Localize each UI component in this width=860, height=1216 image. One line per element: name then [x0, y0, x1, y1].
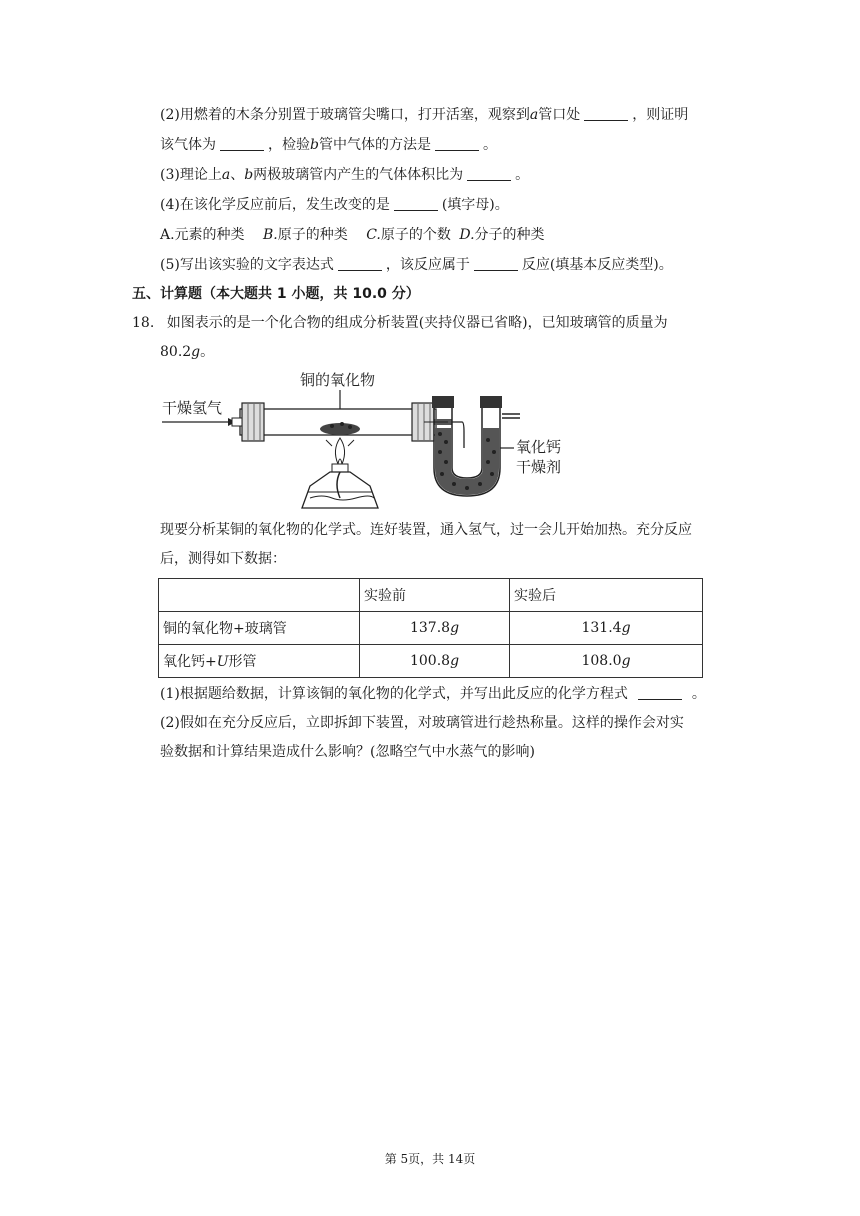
cell-after: [510, 612, 703, 645]
lamp-cap: [332, 464, 348, 472]
glass-tube-mass: 80.2: [160, 344, 192, 360]
q2-text: (2)用燃着的木条分别置于玻璃管尖嘴口，打开活塞，观察到: [160, 107, 530, 123]
answer-blank[interactable]: [394, 196, 438, 211]
q18-sub1-text: (1)根据题给数据，计算该铜的氧化物的化学式，并写出此反应的化学方程式: [160, 686, 628, 702]
option-c-letter: C.: [366, 227, 381, 243]
option-c: [366, 227, 451, 243]
label-dry-hydrogen: 干燥氢气: [162, 399, 223, 417]
value-after: 108.0: [581, 653, 622, 669]
u-tube-right-stopper: [480, 396, 502, 408]
cell-before: [360, 645, 510, 678]
var-a: a: [221, 167, 231, 183]
copper-oxide-powder: [320, 423, 360, 435]
answer-blank[interactable]: [467, 166, 511, 181]
q18-sub1-end: 。: [691, 686, 706, 702]
label-copper-oxide: 铜的氧化物: [300, 371, 376, 389]
unit-g: g: [191, 344, 201, 360]
unit: g: [450, 653, 460, 669]
q2-line-1: [160, 105, 688, 125]
q2b-text-mid2: 管中气体的方法是: [318, 137, 431, 153]
inlet-tube: [232, 418, 242, 426]
option-b-text: 原子的种类: [277, 227, 348, 243]
q18-sub-2-line-1: (2)假如在充分反应后，立即拆卸下装置，对玻璃管进行趁热称量。这样的操作会对实: [160, 715, 684, 731]
q18-paragraph-2: 后，测得如下数据：: [160, 551, 286, 567]
unit: g: [621, 620, 631, 636]
unit: g: [450, 620, 460, 636]
option-d-letter: D.: [459, 227, 475, 243]
table-row: [159, 612, 703, 645]
cell-before: [360, 612, 510, 645]
table-header-row: [159, 579, 703, 612]
q18-sub-1: [160, 684, 706, 704]
q18-line-2: [160, 342, 214, 362]
apparatus-figure: [162, 368, 582, 518]
answer-blank[interactable]: [584, 106, 628, 121]
u-tube-left-stopper: [432, 396, 454, 408]
q2b-text-post: 。: [482, 137, 497, 153]
page-footer: 第 5页，共 14页: [384, 1152, 476, 1166]
q2-text-mid: 管口处: [538, 107, 581, 123]
answer-blank[interactable]: [220, 136, 264, 151]
var-b: b: [310, 137, 319, 153]
q2-text-post: ，则证明: [632, 107, 689, 123]
q4-options: [160, 225, 545, 245]
option-d: [459, 227, 544, 243]
q18-paragraph-1: 现要分析某铜的氧化物的化学式。连好装置，通入氢气，过一会儿开始加热。充分反应: [160, 522, 692, 538]
row-label-post: 形管: [228, 654, 257, 670]
q18-line-1: [132, 313, 668, 333]
table-row: [159, 645, 703, 678]
period: 。: [200, 344, 215, 360]
q4-line: [160, 195, 509, 215]
q18-sub-2-line-2: 验数据和计算结果造成什么影响？(忽略空气中水蒸气的影响): [160, 744, 535, 760]
q3-text-mid: 两极玻璃管内产生的气体体积比为: [253, 167, 464, 183]
var-b: b: [244, 167, 254, 183]
cell-after: [510, 645, 703, 678]
option-d-text: 分子的种类: [474, 227, 545, 243]
answer-blank[interactable]: [435, 136, 479, 151]
q4-text-post: (填字母)。: [441, 197, 509, 213]
row-label-var: U: [216, 654, 229, 670]
table-header-after: 实验后: [510, 579, 703, 612]
option-b: [263, 227, 348, 243]
option-a: A.元素的种类: [160, 227, 245, 243]
q5-text-post: 反应(填基本反应类型)。: [521, 257, 673, 273]
q2b-text: 该气体为: [160, 137, 216, 153]
q5-text-mid: ，该反应属于: [385, 257, 470, 273]
data-table: [158, 578, 703, 678]
section-title: 五、计算题（本大题共 1 小题，共 10.0 分）: [132, 286, 420, 302]
label-calcium-oxide: 氧化钙: [516, 438, 562, 456]
q4-text: (4)在该化学反应前后，发生改变的是: [160, 197, 390, 213]
row-label-pre: 氧化钙+: [163, 654, 217, 670]
q2b-text-mid: ，检验: [268, 137, 310, 153]
q5-text: (5)写出该实验的文字表达式: [160, 257, 334, 273]
unit: g: [621, 653, 631, 669]
row-label: [159, 645, 360, 678]
answer-blank[interactable]: [338, 256, 382, 271]
value-before: 100.8: [409, 653, 451, 669]
q18-text: 如图表示的是一个化合物的组成分析装置(夹持仪器已省略)，已知玻璃管的质量为: [166, 315, 668, 331]
alcohol-lamp: [302, 472, 378, 508]
value-before: 137.8: [409, 620, 451, 636]
table-header-before: 实验前: [360, 579, 510, 612]
q3-sep: 、: [230, 167, 245, 183]
flame: [335, 438, 344, 464]
answer-blank[interactable]: [474, 256, 518, 271]
var-a: a: [529, 107, 539, 123]
option-c-text: 原子的个数: [380, 227, 451, 243]
value-after: 131.4: [581, 620, 622, 636]
answer-blank[interactable]: [638, 685, 682, 700]
question-number: 18.: [132, 315, 155, 331]
q5-line: [160, 255, 673, 275]
q3-line: [160, 165, 529, 185]
row-label: 铜的氧化物+玻璃管: [159, 612, 360, 645]
q3-text: (3)理论上: [160, 167, 222, 183]
q3-text-post: 。: [515, 167, 530, 183]
label-desiccant: 干燥剂: [516, 458, 562, 476]
option-b-letter: B.: [263, 227, 278, 243]
table-header-empty: [159, 579, 360, 612]
q2-line-2: [160, 135, 497, 155]
left-stopper: [242, 403, 264, 441]
